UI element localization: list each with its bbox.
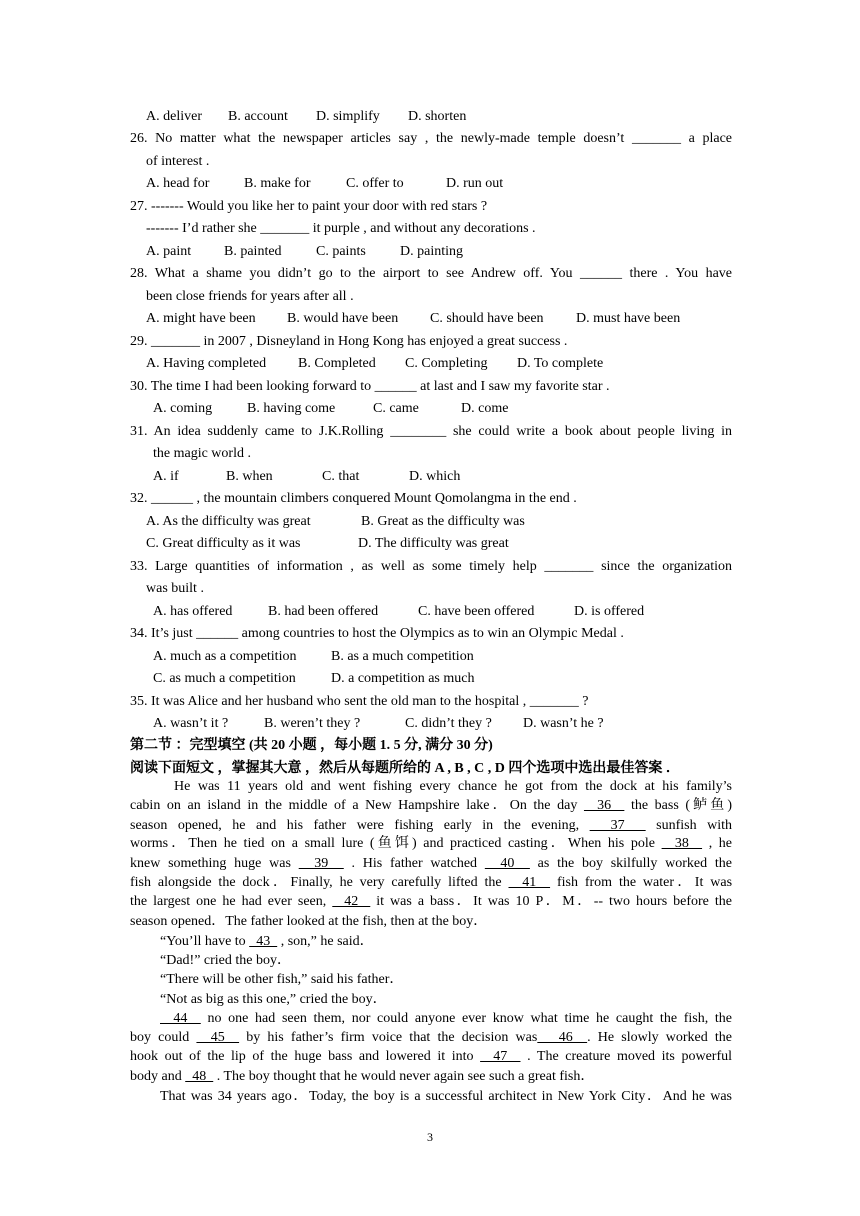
q33-options	[153, 603, 644, 621]
blank-44: 44	[160, 1011, 201, 1026]
option: C. that	[322, 469, 360, 484]
option: D. shorten	[408, 109, 467, 124]
blank-39: 39	[298, 856, 344, 871]
q27-stem: 27. ------- Would you like her to paint your door with red stars ?	[130, 199, 488, 214]
blank-43: 43	[249, 934, 278, 949]
blank-47: 47	[480, 1049, 521, 1064]
q34-options-row2	[153, 670, 474, 688]
q27-stem-cont: ------- I’d rather she _______ it purple , and without any decorations .	[146, 221, 536, 236]
q30-stem: 30. The time I had been looking forward to ______ at last and I saw my favorite star .	[130, 379, 610, 394]
q32-options-row2	[146, 535, 509, 553]
option: B. having come	[247, 401, 336, 416]
q29-options	[146, 355, 603, 373]
passage-line: fish alongside the dock．Finally, he very carefully lifted the 41 fish from the water．It was	[130, 875, 732, 890]
option: D. a competition as much	[331, 671, 475, 686]
q26-stem: 26. No matter what the newspaper articles say , the newly-made temple doesn’t _______ a place	[130, 131, 732, 146]
passage-line: He was 11 years old and went fishing every chance he got from the dock at his family’s	[174, 779, 732, 794]
q30-options	[153, 400, 508, 418]
page-number: 3	[427, 1130, 433, 1144]
option: D. is offered	[574, 604, 645, 619]
q33-stem: 33. Large quantities of information , as well as some timely help _______ since the organization	[130, 559, 732, 574]
option: A. paint	[146, 244, 192, 259]
option: D. The difficulty was great	[358, 536, 509, 551]
q31-options	[153, 468, 460, 486]
option: B. as a much competition	[331, 649, 474, 664]
passage-line: cabin on an island in the middle of a New Hampshire lake．On the day 36 the bass (鲈鱼)	[130, 798, 732, 813]
blank-36: 36	[583, 798, 625, 813]
option: D. run out	[446, 176, 504, 191]
q28-stem: 28. What a shame you didn’t go to the airport to see Andrew off. You ______ there . You have	[130, 266, 732, 281]
q33-stem-cont: was built .	[146, 581, 204, 596]
option: B. when	[226, 469, 273, 484]
option: B. Completed	[298, 356, 376, 371]
option: A. coming	[153, 401, 213, 416]
passage-line: boy could 45 by his father’s firm voice that the decision was 46 . He slowly worked the	[130, 1030, 732, 1045]
option: D. come	[461, 401, 509, 416]
q29-stem: 29. _______ in 2007 , Disneyland in Hong Kong has enjoyed a great success .	[130, 334, 568, 349]
option: A. As the difficulty was great	[146, 514, 311, 529]
option: B. would have been	[287, 311, 399, 326]
q28-stem-cont: been close friends for years after all .	[146, 289, 354, 304]
q32-stem: 32. ______ , the mountain climbers conquered Mount Qomolangma in the end .	[130, 491, 577, 506]
option: D. painting	[400, 244, 463, 259]
option: C. paints	[316, 244, 366, 259]
option: A. deliver	[146, 109, 202, 124]
option: D. wasn’t he ?	[523, 716, 604, 731]
q34-options-row1	[153, 648, 474, 666]
passage-line: That was 34 years ago．Today, the boy is a successful architect in New York City．And he was	[160, 1089, 732, 1104]
passage-line: 44 no one had seen them, nor could anyone ever know what time he caught the fish, the	[160, 1011, 733, 1026]
option: A. wasn’t it ?	[153, 716, 229, 731]
option: A. has offered	[153, 604, 233, 619]
section-title: 第二节 ：完型填空 (共 20 小题 ，每小题 1. 5 分, 满分 30 分)	[130, 738, 493, 753]
option: A. Having completed	[146, 356, 267, 371]
passage-line: the largest one he had ever seen, 42 it was a bass．It was 10 P．M．-- two hours before the	[130, 894, 732, 909]
dialogue-line: “You’ll have to 43 , son,” he said．	[160, 934, 374, 949]
q35-stem: 35. It was Alice and her husband who sent the old man to the hospital , _______ ?	[130, 694, 589, 709]
option: A. if	[153, 469, 179, 484]
option: D. simplify	[316, 109, 380, 124]
section-instruction: 阅读下面短文 ，掌握其大意 ，然后从每题所给的 A , B , C , D 四个选项中选出最佳答案 ．	[130, 761, 680, 776]
blank-45: 45	[196, 1030, 240, 1045]
option: C. came	[373, 401, 419, 416]
passage-line: season opened, he and his father were fishing early in the evening, 37 sunfish with	[130, 818, 732, 833]
option: C. offer to	[346, 176, 404, 191]
q25-options	[146, 108, 466, 126]
q34-stem: 34. It’s just ______ among countries to host the Olympics as to win an Olympic Medal .	[130, 626, 624, 641]
option: C. should have been	[430, 311, 544, 326]
dialogue-line: “Not as big as this one,” cried the boy．	[160, 992, 387, 1007]
blank-46: 46	[537, 1030, 588, 1045]
q35-options	[153, 715, 604, 733]
option: B. painted	[224, 244, 282, 259]
option: B. account	[228, 109, 288, 124]
option: A. might have been	[146, 311, 256, 326]
option: B. Great as the difficulty was	[361, 514, 525, 529]
blank-37: 37	[589, 818, 646, 833]
option: B. make for	[244, 176, 311, 191]
option: D. which	[409, 469, 461, 484]
option: A. much as a competition	[153, 649, 297, 664]
passage-line: hook out of the lip of the huge bass and lowered it into 47 . The creature moved its powerful	[130, 1049, 732, 1064]
option: B. had been offered	[268, 604, 379, 619]
option: D. To complete	[517, 356, 604, 371]
passage-line: knew something huge was 39 . His father watched 40 as the boy skilfully worked the	[130, 856, 732, 871]
q26-options	[146, 175, 503, 193]
option: C. didn’t they ?	[405, 716, 492, 731]
q26-stem-cont: of interest .	[146, 154, 210, 169]
option: C. Great difficulty as it was	[146, 536, 301, 551]
q31-stem: 31. An idea suddenly came to J.K.Rolling ________ she could write a book about people living in	[130, 424, 732, 439]
option: B. weren’t they ?	[264, 716, 361, 731]
option: C. Completing	[405, 356, 488, 371]
q28-options	[146, 310, 680, 328]
blank-40: 40	[484, 856, 530, 871]
blank-38: 38	[661, 836, 703, 851]
passage-line: body and 48 . The boy thought that he would never again see such a great fish．	[130, 1069, 595, 1084]
blank-48: 48	[185, 1069, 214, 1084]
option: C. have been offered	[418, 604, 535, 619]
option: A. head for	[146, 176, 210, 191]
dialogue-line: “Dad!” cried the boy．	[160, 953, 291, 968]
q32-options-row1	[146, 513, 525, 531]
q27-options	[146, 243, 463, 261]
q31-stem-cont: the magic world .	[153, 446, 251, 461]
passage-line: worms．Then he tied on a small lure (鱼饵) and practiced casting．When his pole 38 , he	[130, 836, 732, 851]
option: D. must have been	[576, 311, 681, 326]
option: C. as much a competition	[153, 671, 296, 686]
passage-line: season opened．The father looked at the fish, then at the boy．	[130, 914, 488, 929]
blank-41: 41	[508, 875, 551, 890]
blank-42: 42	[332, 894, 371, 909]
dialogue-line: “There will be other fish,” said his father．	[160, 972, 404, 987]
